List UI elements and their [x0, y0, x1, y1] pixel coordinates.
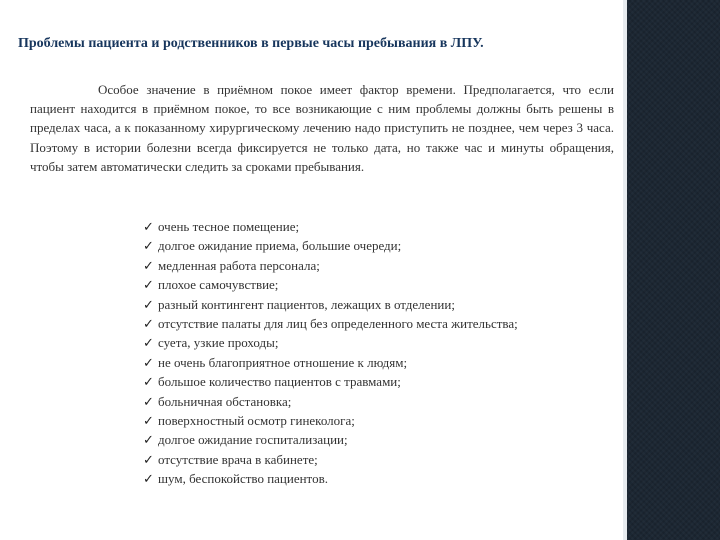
- list-item: [143, 258, 613, 277]
- checkmark-icon: ✓: [143, 355, 154, 371]
- checkmark-icon: ✓: [143, 239, 154, 255]
- list-item: [143, 471, 613, 490]
- list-item-text: суета, узкие проходы;: [158, 335, 279, 351]
- intro-paragraph: [30, 80, 614, 176]
- list-item-text: плохое самочувствие;: [158, 277, 279, 293]
- list-item-text: большое количество пациентов с травмами;: [158, 374, 401, 390]
- list-item-text: очень тесное помещение;: [158, 219, 300, 234]
- decorative-side-panel: [627, 0, 720, 540]
- checkmark-icon: ✓: [143, 316, 154, 332]
- checkmark-icon: ✓: [143, 394, 154, 410]
- list-item-text: шум, беспокойство пациентов.: [158, 471, 328, 487]
- checkmark-icon: ✓: [143, 413, 154, 429]
- problem-list: [143, 219, 613, 490]
- checkmark-icon: ✓: [143, 472, 154, 488]
- checkmark-icon: ✓: [143, 278, 154, 294]
- list-item: [143, 219, 613, 238]
- list-item-text: не очень благоприятное отношение к людям;: [158, 354, 408, 370]
- checkmark-icon: ✓: [143, 433, 154, 449]
- list-item: [143, 394, 613, 413]
- list-item: [143, 335, 613, 354]
- list-item-text: разный контингент пациентов, лежащих в отделении;: [158, 296, 455, 312]
- list-item: [143, 297, 613, 316]
- list-item-text: долгое ожидание госпитализации;: [158, 432, 348, 448]
- checkmark-icon: ✓: [143, 336, 154, 352]
- list-item: [143, 316, 613, 335]
- list-item: [143, 413, 613, 432]
- checkmark-icon: ✓: [143, 297, 154, 313]
- checkmark-icon: ✓: [143, 258, 154, 274]
- list-item: [143, 355, 613, 374]
- list-item: [143, 277, 613, 296]
- checkmark-icon: ✓: [143, 452, 154, 468]
- list-item-text: долгое ожидание приема, большие очереди;: [158, 238, 402, 254]
- list-item: [143, 452, 613, 471]
- checkmark-icon: ✓: [143, 220, 154, 235]
- intro-text: Особое значение в приёмном покое имеет фактор времени. Предполагается, что если пациент находится в приёмном покое, то все возникающие с ним проблемы должны быть решены в пределах часа, а к показанному хирургическому лечению надо приступить не позднее, чем через 3 часа. Поэтому в истории болезни всегда фиксируется не только дата, но также час и минуты обращения, чтобы затем автоматически следить за сроками пребывания.: [30, 82, 614, 174]
- list-item-text: поверхностный осмотр гинеколога;: [158, 412, 355, 428]
- list-item-text: отсутствие врача в кабинете;: [158, 451, 318, 467]
- page-title: Проблемы пациента и родственников в первые часы пребывания в ЛПУ.: [18, 36, 484, 51]
- checkmark-icon: ✓: [143, 375, 154, 391]
- list-item-text: медленная работа персонала;: [158, 257, 320, 273]
- list-item-text: отсутствие палаты для лиц без определенного места жительства;: [158, 315, 518, 331]
- list-item: [143, 374, 613, 393]
- list-item-text: больничная обстановка;: [158, 393, 292, 409]
- list-item: [143, 238, 613, 257]
- list-item: [143, 432, 613, 451]
